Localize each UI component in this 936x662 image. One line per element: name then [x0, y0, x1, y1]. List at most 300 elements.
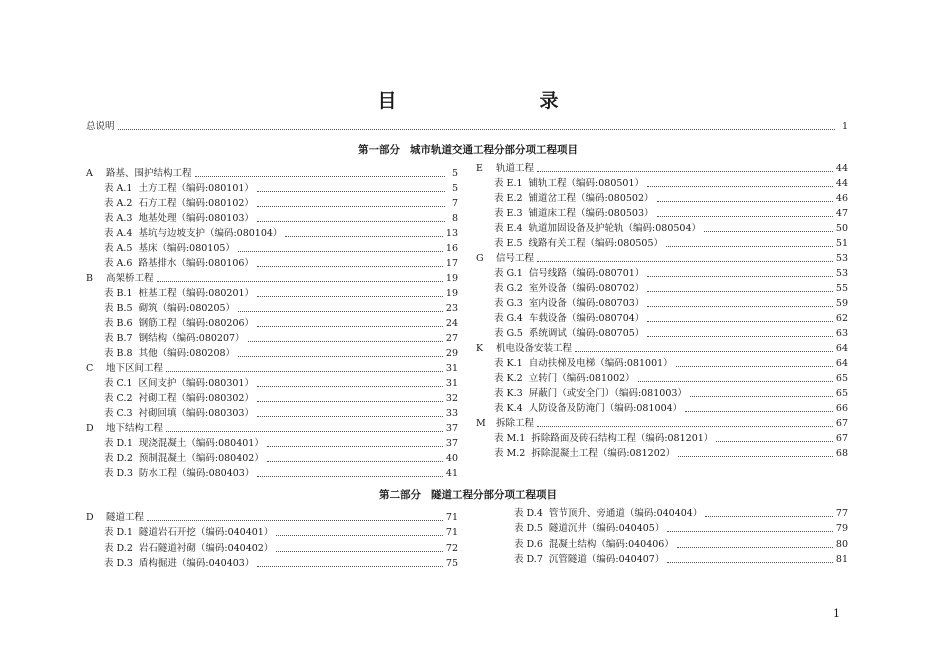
toc-entry-text: 高架桥工程 [106, 273, 154, 284]
toc-entry-code: 表 M.1 [494, 433, 526, 444]
leader-dots [166, 370, 443, 372]
toc-entry-page: 7 [451, 198, 458, 209]
toc-entry-label [104, 436, 264, 451]
leader-dots [238, 310, 443, 312]
leader-dots [657, 215, 833, 217]
toc-entry-page: 59 [835, 298, 848, 309]
toc-entry-text: 地下区间工程 [106, 363, 164, 374]
toc-entry-code: B [86, 273, 93, 284]
toc-table-entry[interactable] [494, 431, 848, 446]
leader-dots [118, 128, 835, 130]
toc-entry-label [476, 161, 534, 176]
toc-entry-label [104, 466, 254, 481]
toc-entry-page: 65 [835, 373, 848, 384]
toc-entry-page: 33 [445, 408, 458, 419]
leader-dots [667, 530, 833, 532]
toc-table-entry[interactable] [104, 301, 458, 316]
leader-dots [195, 175, 445, 177]
leader-dots [248, 340, 443, 342]
toc-table-entry[interactable] [514, 537, 848, 552]
toc-entry-label [86, 421, 163, 436]
toc-entry-code: D [86, 512, 94, 523]
toc-entry-page: 71 [445, 527, 458, 539]
toc-section-entry[interactable] [86, 166, 458, 181]
toc-entry-label [104, 346, 235, 361]
toc-entry-page: 44 [835, 178, 848, 189]
toc-entry-text: 铺轨工程（编码:080501） [528, 178, 644, 189]
toc-entry-code: 表 G.3 [494, 298, 523, 309]
toc-table-entry[interactable] [104, 226, 458, 241]
toc-table-entry[interactable] [104, 256, 458, 271]
page-number: 1 [833, 607, 840, 620]
toc-entry-page: 51 [835, 238, 848, 249]
toc-section-entry[interactable] [86, 271, 458, 286]
leader-dots [276, 534, 443, 536]
toc-entry-text: 拆除路面及砖石结构工程（编码:081201） [531, 433, 714, 444]
toc-entry-label [104, 181, 254, 196]
toc-entry-text: 衬砌工程（编码:080302） [138, 393, 254, 404]
toc-entry-code: 表 G.1 [494, 268, 523, 279]
toc-entry-page: 80 [835, 538, 848, 550]
leader-dots [257, 415, 443, 417]
toc-entry-text: 砌筑（编码:080205） [138, 303, 236, 314]
toc-entry-page: 17 [445, 258, 458, 269]
leader-dots [257, 265, 443, 267]
leader-dots [716, 440, 833, 442]
toc-entry-page: 29 [445, 348, 458, 359]
part1-code: 第一部分 [358, 144, 400, 156]
toc-entry-label [86, 510, 144, 525]
toc-entry-page: 67 [835, 418, 848, 429]
leader-dots [257, 220, 445, 222]
toc-entry-page: 55 [835, 283, 848, 294]
toc-entry-text: 隧道沉井（编码:040405） [548, 523, 665, 535]
toc-entry-code: 表 A.3 [104, 213, 133, 224]
toc-entry-text: 自动扶梯及电梯（编码:081001） [528, 358, 673, 369]
toc-entry-label [494, 281, 644, 296]
toc-table-entry[interactable] [104, 556, 458, 571]
toc-entry-label [86, 271, 154, 286]
toc-entry-code: 表 C.2 [104, 393, 133, 404]
toc-table-entry[interactable] [104, 406, 458, 421]
leader-dots [704, 230, 833, 232]
leader-dots [257, 295, 443, 297]
toc-entry-page: 32 [445, 393, 458, 404]
leader-dots [647, 320, 833, 322]
toc-entry-text: 拆除工程 [496, 418, 535, 429]
toc-entry-label [104, 211, 254, 226]
leader-dots [257, 475, 443, 477]
toc-table-entry[interactable] [104, 346, 458, 361]
leader-dots [690, 395, 833, 397]
toc-table-entry[interactable] [104, 436, 458, 451]
toc-general[interactable] [86, 119, 848, 134]
toc-entry-code: K [476, 343, 484, 354]
toc-entry-label [494, 356, 673, 371]
toc-entry-code: 表 B.6 [104, 318, 133, 329]
toc-entry-page: 67 [835, 433, 848, 444]
toc-entry-label [104, 316, 254, 331]
toc-table-entry[interactable] [104, 331, 458, 346]
toc-general-page: 1 [841, 121, 848, 132]
toc-entry-page: 37 [445, 423, 458, 434]
toc-section-entry[interactable] [86, 510, 458, 525]
toc-entry-label [494, 221, 701, 236]
toc-table-entry[interactable] [494, 446, 848, 461]
toc-entry-label [494, 326, 644, 341]
toc-entry-label [514, 537, 674, 552]
toc-entry-code: 表 E.1 [494, 178, 523, 189]
toc-entry-text: 轨道加固设备及护轮轨（编码:080504） [528, 223, 701, 234]
toc-entry-text: 系统调试（编码:080705） [528, 328, 645, 339]
toc-entry-page: 31 [445, 363, 458, 374]
leader-dots [257, 205, 445, 207]
toc-entry-page: 46 [835, 193, 848, 204]
leader-dots [257, 400, 443, 402]
toc-entry-text: 区间支护（编码:080301） [138, 378, 254, 389]
toc-entry-code: 表 B.5 [104, 303, 133, 314]
toc-entry-code: 表 K.1 [494, 358, 523, 369]
leader-dots [257, 190, 445, 192]
toc-entry-page: 47 [835, 208, 848, 219]
toc-entry-label [494, 266, 644, 281]
toc-entry-label [494, 431, 713, 446]
toc-entry-text: 衬砌回填（编码:080303） [138, 408, 254, 419]
toc-section-entry[interactable] [476, 251, 848, 266]
toc-entry-code: G [476, 253, 484, 264]
toc-entry-label [494, 206, 654, 221]
toc-table-entry[interactable] [494, 311, 848, 326]
toc-entry-page: 64 [835, 358, 848, 369]
toc-entry-page: 81 [835, 553, 848, 565]
toc-entry-code: 表 C.1 [104, 378, 133, 389]
toc-entry-page: 62 [835, 313, 848, 324]
leader-dots [267, 445, 443, 447]
toc-entry-text: 盾构掘进（编码:040403） [138, 557, 255, 569]
leader-dots [677, 546, 833, 548]
toc-entry-page: 19 [445, 288, 458, 299]
toc-entry-code: 表 D.6 [514, 538, 543, 550]
leader-dots [257, 325, 443, 327]
toc-table-entry[interactable] [514, 552, 848, 567]
leader-dots [647, 335, 833, 337]
toc-entry-code: E [476, 163, 483, 174]
part1-title: 城市轨道交通工程分部分项工程项目 [410, 144, 578, 156]
leader-dots [276, 550, 443, 552]
toc-entry-page: 75 [445, 557, 458, 569]
toc-table-entry[interactable] [494, 206, 848, 221]
toc-entry-text: 管节顶升、旁通道（编码:040404） [548, 508, 703, 519]
toc-entry-code: 表 A.2 [104, 198, 133, 209]
toc-entry-code: 表 D.4 [514, 508, 543, 519]
toc-entry-label [104, 196, 254, 211]
toc-entry-text: 轨道工程 [496, 163, 535, 174]
toc-table-entry[interactable] [494, 266, 848, 281]
toc-entry-text: 路基、围护结构工程 [106, 168, 192, 179]
toc-entry-page: 13 [445, 228, 458, 239]
toc-entry-label [86, 361, 163, 376]
toc-entry-page: 8 [451, 213, 458, 224]
leader-dots [678, 455, 833, 457]
part2-title: 隧道工程分部分项工程项目 [431, 489, 557, 501]
toc-entry-label [104, 406, 254, 421]
leader-dots [575, 350, 833, 352]
toc-entry-text: 屏蔽门（或安全门）（编码:081003） [528, 388, 687, 399]
toc-table-entry[interactable] [104, 466, 458, 481]
toc-entry-code: 表 D.3 [104, 468, 133, 479]
leader-dots [537, 260, 833, 262]
toc-entry-page: 65 [835, 388, 848, 399]
toc-entry-code: 表 D.1 [104, 527, 133, 539]
leader-dots [238, 355, 443, 357]
leader-dots [657, 200, 833, 202]
toc-section-entry[interactable] [86, 421, 458, 436]
toc-entry-page: 23 [445, 303, 458, 314]
toc-entry-code: D [86, 423, 94, 434]
toc-table-entry[interactable] [494, 401, 848, 416]
leader-dots [705, 515, 833, 517]
toc-entry-label [104, 376, 254, 391]
toc-entry-text: 其他（编码:080208） [138, 348, 236, 359]
toc-entry-label [104, 556, 254, 571]
leader-dots [537, 170, 833, 172]
toc-table-entry[interactable] [514, 521, 848, 536]
toc-table-entry[interactable] [494, 191, 848, 206]
toc-entry-page: 77 [835, 508, 848, 519]
toc-entry-text: 室内设备（编码:080703） [528, 298, 645, 309]
toc-entry-text: 基坑与边坡支护（编码:080104） [138, 228, 283, 239]
toc-entry-page: 41 [445, 468, 458, 479]
toc-entry-code: 表 E.4 [494, 223, 523, 234]
toc-entry-text: 预制混凝土（编码:080402） [138, 453, 264, 464]
leader-dots [285, 235, 442, 237]
page-title: 目 录 [377, 90, 621, 112]
toc-entry-label [494, 296, 644, 311]
toc-entry-label [104, 241, 235, 256]
toc-entry-label [104, 301, 235, 316]
toc-entry-label [104, 451, 264, 466]
toc-entry-page: 37 [445, 438, 458, 449]
toc-entry-page: 72 [445, 542, 458, 554]
toc-table-entry[interactable] [494, 176, 848, 191]
toc-entry-code: 表 D.5 [514, 523, 543, 535]
toc-entry-text: 防水工程（编码:080403） [138, 468, 255, 479]
toc-table-entry[interactable] [104, 451, 458, 466]
toc-entry-label [476, 416, 534, 431]
toc-entry-text: 机电设备安装工程 [496, 343, 573, 354]
toc-table-entry[interactable] [104, 211, 458, 226]
toc-entry-label [494, 236, 663, 251]
toc-entry-code: 表 A.1 [104, 183, 133, 194]
toc-table-entry[interactable] [104, 541, 458, 556]
toc-entry-label [104, 391, 254, 406]
toc-entry-text: 岩石隧道衬砌（编码:040402） [138, 542, 274, 554]
toc-entry-text: 铺道岔工程（编码:080502） [528, 193, 654, 204]
part1-heading [0, 142, 936, 157]
toc-entry-page: 27 [445, 333, 458, 344]
toc-entry-text: 线路有关工程（编码:080505） [528, 238, 663, 249]
toc-entry-label [104, 256, 254, 271]
toc-entry-text: 现浇混凝土（编码:080401） [138, 438, 264, 449]
toc-table-entry[interactable] [514, 506, 848, 521]
toc-entry-text: 车载设备（编码:080704） [528, 313, 645, 324]
toc-entry-page: 16 [445, 243, 458, 254]
leader-dots [238, 250, 443, 252]
toc-entry-page: 44 [835, 163, 848, 174]
leader-dots [667, 561, 833, 563]
toc-entry-code: 表 C.3 [104, 408, 133, 419]
toc-entry-page: 64 [835, 343, 848, 354]
toc-table-entry[interactable] [104, 525, 458, 540]
toc-entry-text: 石方工程（编码:080102） [138, 198, 254, 209]
toc-entry-label [514, 552, 664, 567]
toc-table-entry[interactable] [494, 371, 848, 386]
toc-entry-code: 表 D.2 [104, 542, 133, 554]
toc-table-entry[interactable] [104, 316, 458, 331]
toc-entry-page: 68 [835, 448, 848, 459]
toc-entry-label [86, 166, 192, 181]
toc-entry-code: 表 K.4 [494, 403, 523, 414]
toc-entry-text: 铺道床工程（编码:080503） [528, 208, 654, 219]
toc-entry-page: 40 [445, 453, 458, 464]
leader-dots [157, 280, 443, 282]
toc-table-entry[interactable] [104, 286, 458, 301]
toc-entry-code: A [86, 168, 93, 179]
toc-table-entry[interactable] [494, 386, 848, 401]
toc-entry-code: 表 G.2 [494, 283, 523, 294]
toc-entry-label [514, 506, 702, 521]
toc-entry-code: M [476, 418, 486, 429]
toc-section-entry[interactable] [86, 361, 458, 376]
toc-entry-page: 5 [451, 183, 458, 194]
toc-entry-label [104, 541, 273, 556]
toc-section-entry[interactable] [476, 161, 848, 176]
toc-entry-text: 路基排水（编码:080106） [138, 258, 254, 269]
toc-entry-code: 表 B.8 [104, 348, 133, 359]
toc-entry-code: 表 E.3 [494, 208, 523, 219]
toc-entry-text: 地基处理（编码:080103） [138, 213, 254, 224]
toc-entry-label [104, 525, 273, 540]
toc-entry-code: 表 A.5 [104, 243, 133, 254]
toc-table-entry[interactable] [494, 326, 848, 341]
leader-dots [537, 425, 833, 427]
toc-entry-page: 50 [835, 223, 848, 234]
part2-heading [0, 487, 936, 502]
toc-entry-page: 63 [835, 328, 848, 339]
toc-entry-page: 31 [445, 378, 458, 389]
toc-entry-text: 基床（编码:080105） [138, 243, 235, 254]
toc-entry-label [494, 176, 644, 191]
toc-entry-code: 表 B.1 [104, 288, 133, 299]
leader-dots [638, 380, 833, 382]
toc-entry-code: 表 M.2 [494, 448, 526, 459]
toc-general-label: 总说明 [86, 121, 115, 132]
toc-entry-text: 土方工程（编码:080101） [138, 183, 254, 194]
toc-entry-code: 表 E.5 [494, 238, 523, 249]
toc-entry-code: 表 E.2 [494, 193, 523, 204]
toc-table-entry[interactable] [494, 221, 848, 236]
toc-table-entry[interactable] [494, 236, 848, 251]
toc-entry-label [494, 401, 682, 416]
toc-entry-text: 人防设备及防淹门（编码:081004） [528, 403, 683, 414]
toc-entry-text: 立转门（编码:081002） [528, 373, 635, 384]
leader-dots [666, 245, 833, 247]
toc-table-entry[interactable] [494, 356, 848, 371]
leader-dots [647, 290, 833, 292]
toc-entry-code: C [86, 363, 94, 374]
toc-entry-text: 地下结构工程 [106, 423, 164, 434]
toc-entry-text: 信号工程 [496, 253, 535, 264]
leader-dots [147, 519, 443, 521]
toc-entry-code: 表 B.7 [104, 333, 133, 344]
toc-table-entry[interactable] [104, 376, 458, 391]
toc-entry-label [494, 311, 644, 326]
toc-entry-text: 室外设备（编码:080702） [528, 283, 645, 294]
toc-section-entry[interactable] [476, 341, 848, 356]
part2-code: 第二部分 [379, 489, 421, 501]
toc-entry-text: 隧道工程 [106, 512, 145, 523]
toc-entry-label [476, 251, 534, 266]
toc-entry-label [104, 286, 254, 301]
toc-entry-page: 71 [445, 512, 458, 523]
toc-entry-code: 表 D.1 [104, 438, 133, 449]
toc-entry-text: 桩基工程（编码:080201） [138, 288, 255, 299]
leader-dots [257, 565, 443, 567]
toc-entry-code: 表 G.4 [494, 313, 523, 324]
toc-entry-label [514, 521, 664, 536]
toc-entry-text: 信号线路（编码:080701） [528, 268, 645, 279]
toc-entry-label [494, 371, 635, 386]
toc-entry-text: 钢筋工程（编码:080206） [138, 318, 255, 329]
toc-entry-page: 79 [835, 523, 848, 535]
toc-entry-label [494, 386, 687, 401]
leader-dots [685, 410, 833, 412]
toc-entry-code: 表 K.2 [494, 373, 523, 384]
toc-entry-code: 表 A.6 [104, 258, 133, 269]
toc-entry-text: 混凝土结构（编码:040406） [548, 538, 674, 550]
toc-table-entry[interactable] [104, 181, 458, 196]
toc-entry-text: 沉管隧道（编码:040407） [548, 553, 665, 565]
toc-section-entry[interactable] [476, 416, 848, 431]
leader-dots [676, 365, 833, 367]
toc-entry-code: 表 D.7 [514, 553, 543, 565]
toc-entry-code: 表 A.4 [104, 228, 133, 239]
toc-entry-label [104, 226, 282, 241]
toc-entry-page: 5 [451, 168, 458, 179]
toc-entry-text: 隧道岩石开挖（编码:040401） [138, 527, 274, 539]
leader-dots [647, 275, 833, 277]
toc-table-entry[interactable] [494, 281, 848, 296]
toc-table-entry[interactable] [494, 296, 848, 311]
toc-entry-label [494, 191, 654, 206]
toc-table-entry[interactable] [104, 196, 458, 211]
toc-entry-label [104, 331, 245, 346]
toc-entry-code: 表 D.2 [104, 453, 133, 464]
toc-entry-label [476, 341, 572, 356]
toc-entry-page: 66 [835, 403, 848, 414]
toc-entry-text: 钢结构（编码:080207） [138, 333, 245, 344]
toc-entry-page: 53 [835, 253, 848, 264]
toc-entry-code: 表 G.5 [494, 328, 523, 339]
leader-dots [257, 385, 443, 387]
toc-table-entry[interactable] [104, 241, 458, 256]
leader-dots [647, 185, 833, 187]
toc-entry-label [494, 446, 675, 461]
toc-entry-code: 表 D.3 [104, 557, 133, 569]
toc-entry-page: 24 [445, 318, 458, 329]
toc-table-entry[interactable] [104, 391, 458, 406]
toc-entry-page: 19 [445, 273, 458, 284]
